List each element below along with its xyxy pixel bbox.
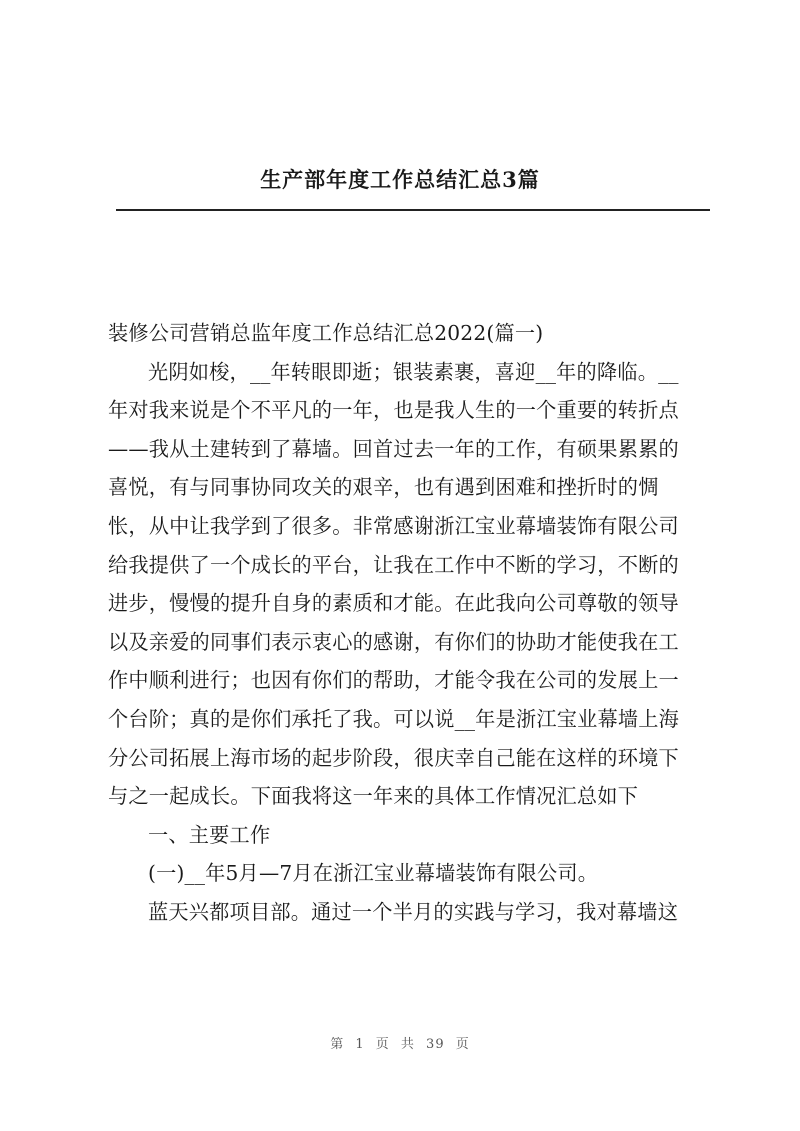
paragraph-line: 作中顺利进行；也因有你们的帮助，才能令我在公司的发展上一 — [108, 668, 679, 693]
paragraph-line: 喜悦，有与同事协同攻关的艰辛，也有遇到困难和挫折时的惆 — [108, 475, 659, 500]
page-footer: 第 1 页 共 39 页 — [330, 1037, 470, 1052]
paragraph-line: 蓝天兴都项目部。通过一个半月的实践与学习，我对幕墙这 — [148, 899, 679, 924]
page-title: 生产部年度工作总结汇总3篇 — [260, 167, 540, 192]
paragraph-line: 分公司拓展上海市场的起步阶段，很庆幸自己能在这样的环境下 — [108, 745, 679, 770]
paragraph-line: 光阴如梭，__年转眼即逝；银装素裹，喜迎__年的降临。__ — [148, 359, 679, 384]
paragraph-line: 怅，从中让我学到了很多。非常感谢浙江宝业幕墙装饰有限公司 — [108, 513, 679, 538]
paragraph-line: 个台阶；真的是你们承托了我。可以说__年是浙江宝业幕墙上海 — [108, 706, 680, 731]
subheading-main-work: 一、主要工作 — [148, 822, 271, 847]
paragraph-line: 与之一起成长。下面我将这一年来的具体工作情况汇总如下 — [108, 784, 639, 809]
title-divider — [116, 209, 710, 211]
document-body — [108, 314, 714, 932]
paragraph-line: 以及亲爱的同事们表示衷心的感谢，有你们的协助才能使我在工 — [108, 629, 679, 654]
paragraph-line: 年对我来说是个不平凡的一年，也是我人生的一个重要的转折点 — [108, 398, 679, 423]
paragraph-line: (一)__年5月—7月在浙江宝业幕墙装饰有限公司。 — [148, 861, 599, 886]
paragraph-line: 进步，慢慢的提升自身的素质和才能。在此我向公司尊敬的领导 — [108, 591, 679, 616]
section-heading: 装修公司营销总监年度工作总结汇总2022(篇一) — [108, 321, 544, 345]
paragraph-line: ——我从土建转到了幕墙。回首过去一年的工作，有硕果累累的 — [108, 436, 679, 461]
paragraph-line: 给我提供了一个成长的平台，让我在工作中不断的学习，不断的 — [108, 552, 679, 577]
